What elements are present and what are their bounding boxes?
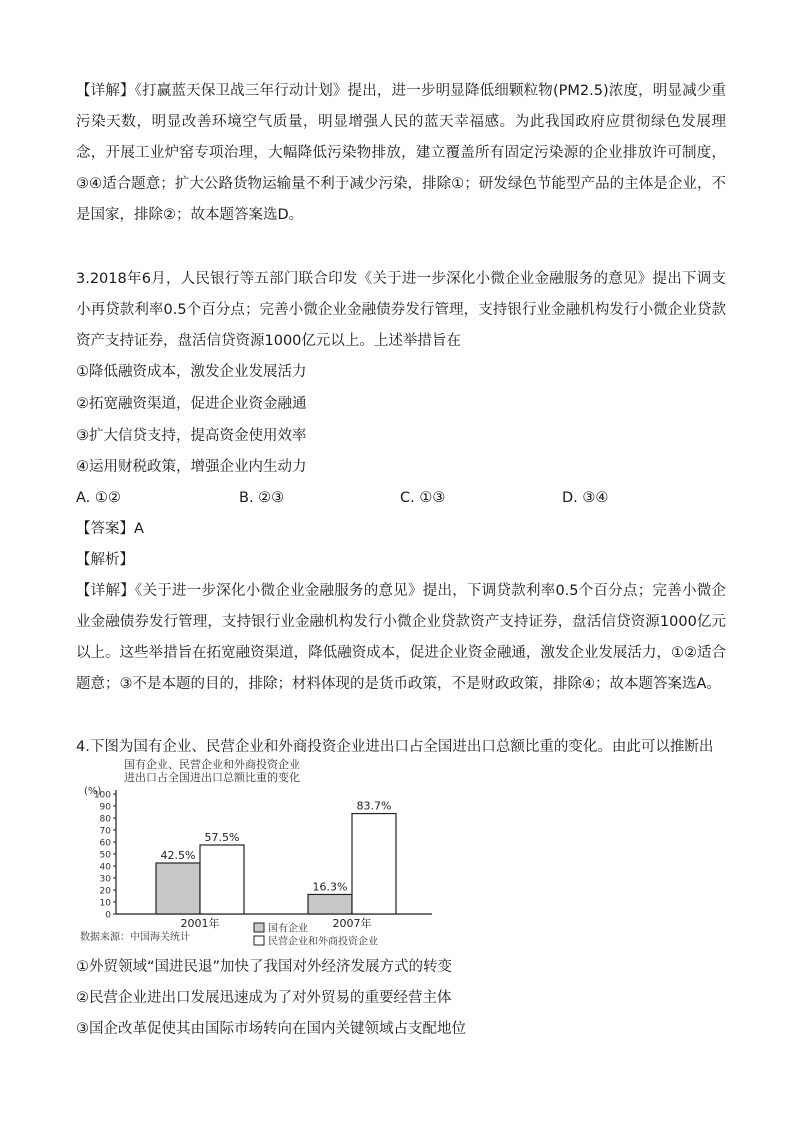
chart-title: 国有企业、民营企业和外商投资企业 [124, 758, 300, 771]
y-tick-label: 60 [99, 838, 111, 849]
bar [156, 863, 200, 914]
bar [352, 814, 396, 914]
data-label: 83.7% [356, 799, 392, 813]
chart-title: 进出口占全国进出口总额比重的变化 [124, 771, 300, 784]
q2-analysis: 【详解】《打赢蓝天保卫战三年行动计划》提出，进一步明显降低细颗粒物(PM2.5)浓度，明显减少重污染天数，明显改善环境空气质量，明显增强人民的蓝天幸福感。为此我国政府应贯彻绿色发展理念，开展工业炉窑专项治理，大幅降低污染物排放，建立覆盖所有固定污染源的企业排放许可制度，③④适合题意；扩大公路货物运输量不利于减少污染，排除①；研发绿色节能型产品的主体是企业，不是国家，排除②；故本题答案选D。 [76, 83, 726, 223]
y-tick-label: 50 [99, 850, 111, 861]
q4-item: ③国企改革促使其由国际市场转向在国内关键领域占支配地位 [76, 1021, 466, 1037]
q3-item: ③扩大信贷支持，提高资金使用效率 [76, 428, 307, 444]
data-label: 42.5% [160, 849, 196, 862]
q3-option-a: A. ①② [76, 490, 121, 506]
q3-option-d: D. ③④ [562, 490, 609, 506]
q4-stem: 4.下图为国有企业、民营企业和外商投资企业进出口占全国进出口总额比重的变化。由此可以推断出 [76, 739, 714, 755]
legend-swatch [254, 936, 264, 945]
y-tick-label: 100 [93, 790, 111, 801]
bar-chart [76, 756, 452, 948]
y-tick-label: 10 [99, 898, 111, 909]
data-label: 57.5% [204, 831, 240, 844]
chart-source: 数据来源：中国海关统计 [80, 932, 190, 943]
q4-item: ②民营企业进出口发展迅速成为了对外贸易的重要经营主体 [76, 990, 452, 1006]
y-tick-label: 20 [99, 886, 111, 897]
data-label: 16.3% [312, 880, 348, 894]
legend-label: 民营企业和外商投资企业 [268, 936, 378, 948]
x-tick-label: 2007年 [332, 917, 372, 930]
bar [308, 894, 352, 914]
q3-option-c: C. ①③ [400, 490, 446, 506]
q3-item: ②拓宽融资渠道，促进企业资金融通 [76, 396, 307, 412]
legend-swatch [254, 923, 264, 932]
y-tick-label: 80 [99, 814, 111, 825]
q3-analysis-heading: 【解析】 [76, 552, 134, 568]
q3-answer: 【答案】A [76, 521, 144, 537]
bar [200, 845, 244, 914]
q3-item: ①降低融资成本，激发企业发展活力 [76, 364, 307, 380]
legend-label: 国有企业 [268, 923, 308, 935]
y-tick-label: 90 [99, 802, 111, 813]
q4-item: ①外贸领域“国进民退”加快了我国对外经济发展方式的转变 [76, 959, 453, 975]
q3-analysis: 【详解】《关于进一步深化小微企业金融服务的意见》提出，下调贷款利率0.5个百分点；完善小微企业金融债券发行管理，支持银行业金融机构发行小微企业贷款资产支持证券，盘活信贷资源1000亿元以上。这些举措旨在拓宽融资渠道，降低融资成本，促进企业资金融通，激发企业发展活力，①②适合题意；③不是本题的目的，排除；材料体现的是货币政策，不是财政政策，排除④；故本题答案选A。 [76, 583, 726, 692]
q3-option-b: B. ②③ [239, 490, 285, 506]
x-tick-label: 2001年 [180, 917, 220, 930]
y-tick-label: 70 [99, 826, 111, 837]
y-tick-label: 0 [105, 910, 111, 921]
q3-stem: 3.2018年6月，人民银行等五部门联合印发《关于进一步深化小微企业金融服务的意见》提出下调支小再贷款利率0.5个百分点；完善小微企业金融债券发行管理，支持银行业金融机构发行小微企业贷款资产支持证券，盘活信贷资源1000亿元以上。上述举措旨在 [76, 271, 726, 349]
y-axis-label: (%) [84, 786, 102, 797]
y-tick-label: 30 [99, 874, 111, 885]
y-tick-label: 40 [99, 862, 111, 873]
q3-item: ④运用财税政策，增强企业内生动力 [76, 459, 307, 475]
